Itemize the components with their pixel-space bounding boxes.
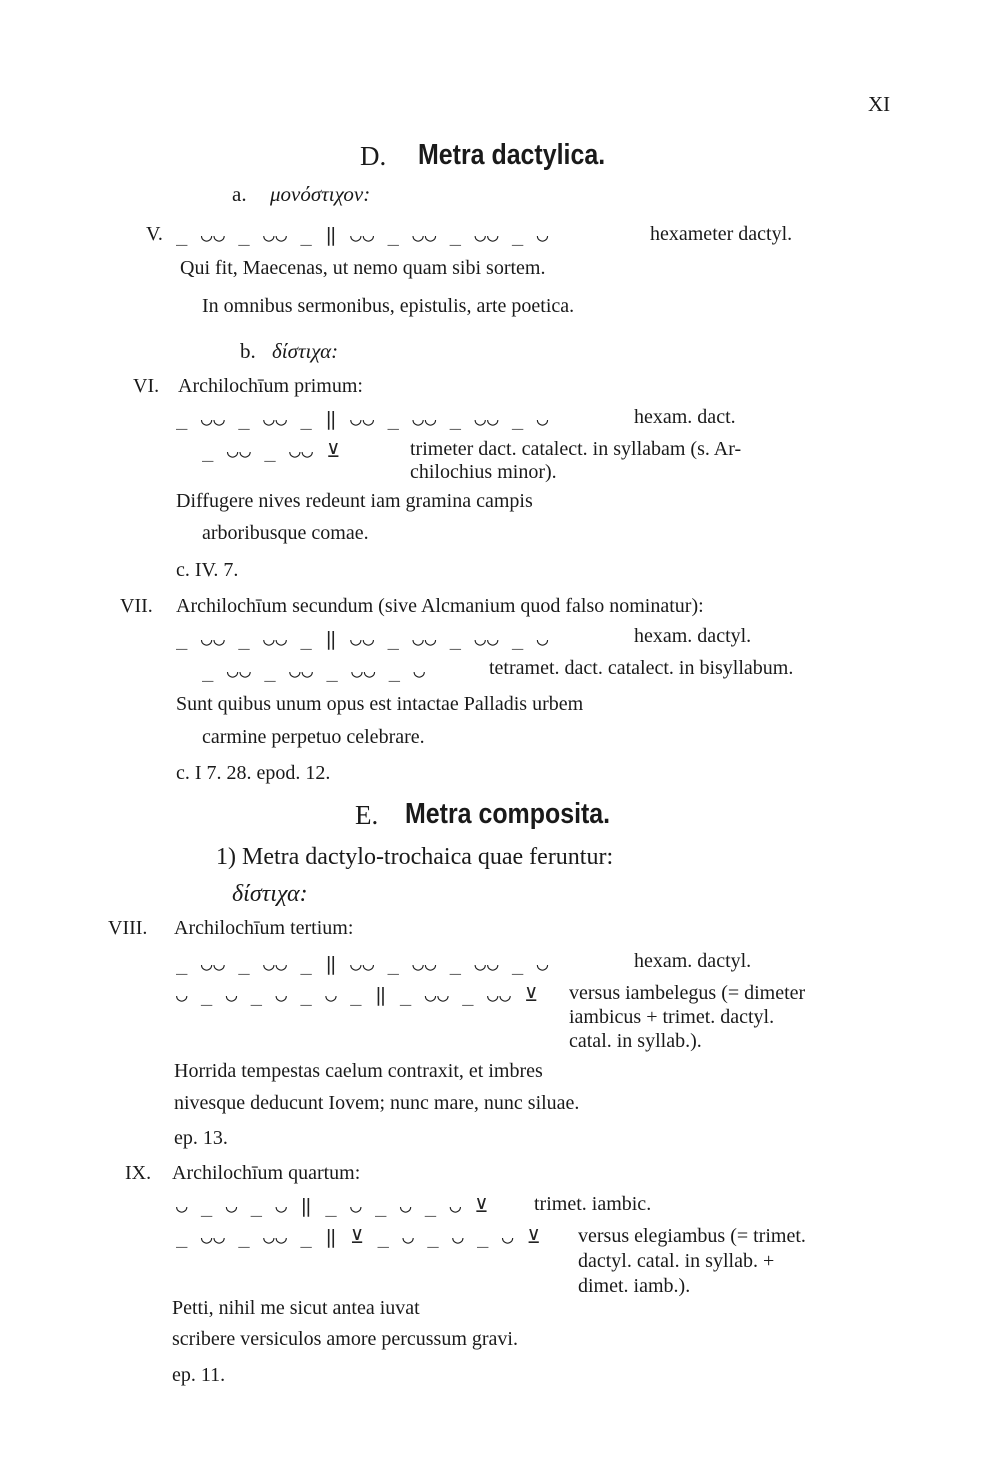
subsection-1-greek: δίστιχα: [232,881,308,907]
meter-vii-1: _ ◡◡ _ ◡◡ _ ‖ ◡◡ _ ◡◡ _ ◡◡ _ ◡ [176,628,550,650]
meter-viii-2-name-3: catal. in syllab.). [569,1030,702,1052]
meter-viii-title: Archilochīum tertium: [174,917,354,939]
meter-v: _ ◡◡ _ ◡◡ _ ‖ ◡◡ _ ◡◡ _ ◡◡ _ ◡ [176,224,550,246]
numeral-vi: VI. [133,375,160,397]
meter-vi-2-name-1: trimeter dact. catalect. in syllabam (s. Ar- [410,438,742,460]
meter-ix-2-name-2: dactyl. catal. in syllab. + [578,1250,775,1272]
meter-ix-1: ◡ _ ◡ _ ◡ ‖ _ ◡ _ ◡ _ ◡ ⊻ [176,1195,490,1217]
reference-vi: c. IV. 7. [176,559,239,581]
meter-vii-1-name: hexam. dactyl. [634,625,752,647]
section-e-title: Metra composita. [405,798,611,830]
subsection-b-label: b. [240,339,256,363]
section-e-letter: E. [355,800,379,830]
meter-viii-1: _ ◡◡ _ ◡◡ _ ‖ ◡◡ _ ◡◡ _ ◡◡ _ ◡ [176,953,550,975]
example-vii-line-2: carmine perpetuo celebrare. [202,726,425,748]
numeral-viii: VIII. [108,917,148,939]
meter-ix-1-name: trimet. iambic. [534,1193,652,1215]
meter-ix-2-name-1: versus elegiambus (= trimet. [578,1225,806,1247]
example-vii-line-1: Sunt quibus unum opus est intactae Palladis urbem [176,693,584,715]
meter-ix-2-name-3: dimet. iamb.). [578,1275,691,1297]
meter-v-name: hexameter dactyl. [650,223,793,245]
example-viii-line-1: Horrida tempestas caelum contraxit, et imbres [174,1060,543,1082]
subsection-b-greek: δίστιχα: [272,339,339,363]
example-ix-line-1: Petti, nihil me sicut antea iuvat [172,1297,420,1319]
example-ix-line-2: scribere versiculos amore percussum gravi. [172,1328,518,1350]
subsection-a-label: a. [232,182,247,206]
meter-vi-title: Archilochīum primum: [178,375,363,397]
numeral-vii: VII. [120,595,153,617]
reference-vii: c. I 7. 28. epod. 12. [176,762,331,784]
subsection-a-greek: μονόστιχον: [270,182,371,206]
meter-vi-2-name-2: chilochius minor). [410,461,557,483]
section-d-letter: D. [360,141,387,171]
page-number: XI [868,92,891,116]
example-vi-line-1: Diffugere nives redeunt iam gramina campis [176,490,533,512]
example-viii-line-2: nivesque deducunt Iovem; nunc mare, nunc siluae. [174,1092,580,1114]
numeral-ix: IX. [125,1162,152,1184]
meter-ix-2: _ ◡◡ _ ◡◡ _ ‖ ⊻ _ ◡ _ ◡ _ ◡ ⊻ [176,1226,542,1248]
meter-vii-title: Archilochīum secundum (sive Alcmanium quod falso nominatur): [176,595,704,617]
section-d-title: Metra dactylica. [418,139,606,171]
meter-viii-2-name-2: iambicus + trimet. dactyl. [569,1006,775,1028]
meter-ix-title: Archilochīum quartum: [172,1162,361,1184]
meter-vii-2-name: tetramet. dact. catalect. in bisyllabum. [489,657,794,679]
meter-vi-2: _ ◡◡ _ ◡◡ ⊻ [202,440,342,462]
example-v-line-1: Qui fit, Maecenas, ut nemo quam sibi sortem. [180,257,546,279]
numeral-v: V. [146,223,163,245]
reference-viii: ep. 13. [174,1127,228,1149]
meter-viii-2: ◡ _ ◡ _ ◡ _ ◡ _ ‖ _ ◡◡ _ ◡◡ ⊻ [176,984,540,1006]
meter-vi-1: _ ◡◡ _ ◡◡ _ ‖ ◡◡ _ ◡◡ _ ◡◡ _ ◡ [176,408,550,430]
subsection-1-title: 1) Metra dactylo-trochaica quae feruntur: [216,844,614,870]
meter-viii-2-name-1: versus iambelegus (= dimeter [569,982,806,1004]
meter-viii-1-name: hexam. dactyl. [634,950,752,972]
example-v-line-2: In omnibus sermonibus, epistulis, arte poetica. [202,295,575,317]
meter-vii-2: _ ◡◡ _ ◡◡ _ ◡◡ _ ◡ [202,660,426,682]
reference-ix: ep. 11. [172,1364,226,1386]
example-vi-line-2: arboribusque comae. [202,522,369,544]
meter-vi-1-name: hexam. dact. [634,406,736,428]
